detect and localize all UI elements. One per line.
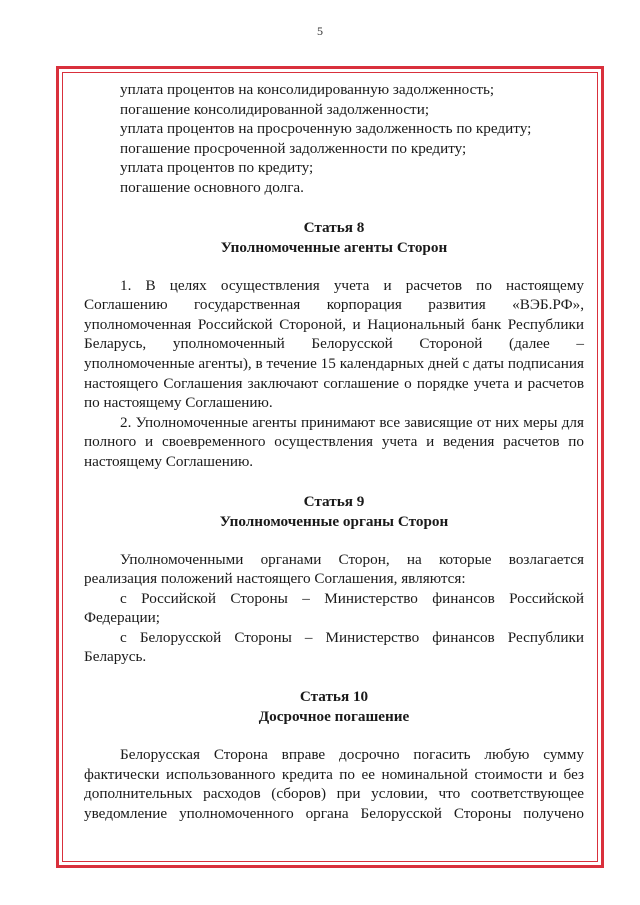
- list-item: погашение консолидированной задолженности;: [120, 100, 430, 118]
- document-body: [84, 80, 584, 823]
- article-8-number: Статья 8: [303, 218, 365, 236]
- list-item: уплата процентов на консолидированную задолженность;: [120, 81, 495, 98]
- list-item: уплата процентов по кредиту;: [120, 159, 314, 177]
- article-9-title: Уполномоченные органы Сторон: [219, 512, 449, 530]
- list-item: уплата процентов на просроченную задолженность по кредиту;: [120, 120, 532, 138]
- article-8-title: Уполномоченные агенты Сторон: [220, 238, 448, 256]
- page-number: 5: [317, 24, 323, 38]
- article-10-number: Статья 10: [299, 688, 369, 706]
- list-item: погашение просроченной задолженности по кредиту;: [120, 139, 467, 157]
- article-10-title: Досрочное погашение: [258, 708, 410, 726]
- article-10-paragraph-1: Белорусская Сторона вправе досрочно погасить любую сумму фактически использованного кредита по ее номинальной стоимости и без дополнительных расходов (сборов) при условии, что соответствующее уведомление уполномоченного органа Белорусской Стороны получено: [84, 746, 584, 822]
- list-item: погашение основного долга.: [120, 178, 304, 196]
- article-8-paragraph-1: 1. В целях осуществления учета и расчетов по настоящему Соглашению государственная корпорация развития «ВЭБ.РФ», уполномоченная Российской Стороной, и Национальный банк Республики Беларусь, уполномоченный Белорусской Стороной (далее – уполномоченные агенты), в течение 15 календарных дней с даты подписания настоящего Соглашения заключают соглашение о порядке учета и расчетов по настоящему Соглашению.: [84, 276, 584, 412]
- article-9-paragraph-3: с Белорусской Стороны – Министерство финансов Республики Беларусь.: [84, 628, 584, 666]
- article-9-number: Статья 9: [303, 492, 365, 510]
- article-9-paragraph-1: Уполномоченными органами Сторон, на которые возлагается реализация положений настоящего Соглашения, являются:: [84, 550, 584, 588]
- article-9-paragraph-2: с Российской Стороны – Министерство финансов Российской Федерации;: [84, 589, 584, 627]
- article-8-paragraph-2: 2. Уполномоченные агенты принимают все зависящие от них меры для полного и своевременного осуществления учета и ведения расчетов по настоящему Соглашению.: [84, 413, 584, 470]
